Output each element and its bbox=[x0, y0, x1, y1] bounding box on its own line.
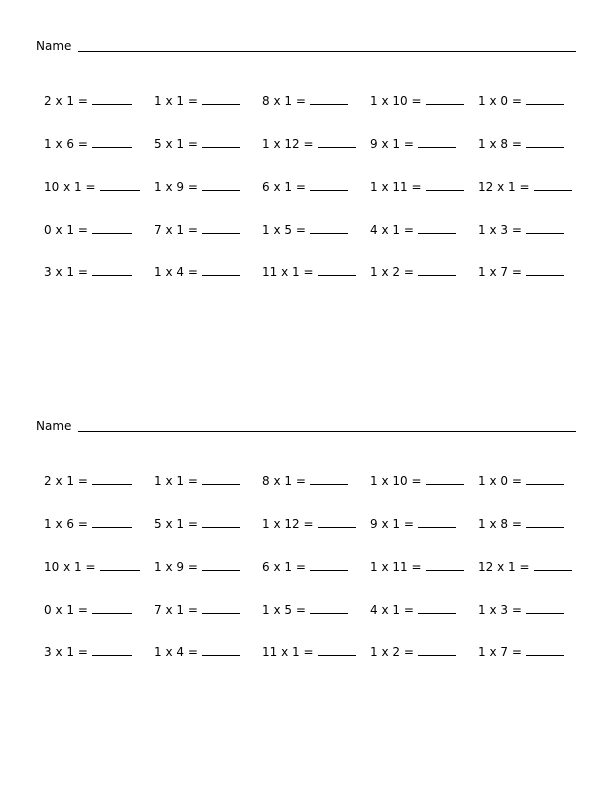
math-problem bbox=[262, 136, 356, 152]
answer-blank[interactable] bbox=[202, 180, 240, 191]
answer-blank[interactable] bbox=[526, 474, 564, 485]
problem-expression: 1 x 9 = bbox=[154, 180, 198, 194]
problem-expression: 1 x 6 = bbox=[44, 137, 88, 151]
problem-expression: 1 x 12 = bbox=[262, 517, 314, 531]
math-problem bbox=[154, 222, 240, 238]
name-input-line[interactable] bbox=[78, 51, 576, 52]
problem-expression: 6 x 1 = bbox=[262, 180, 306, 194]
answer-blank[interactable] bbox=[92, 265, 132, 276]
math-problem bbox=[44, 179, 140, 195]
math-problem bbox=[478, 222, 564, 238]
answer-blank[interactable] bbox=[526, 517, 564, 528]
problem-expression: 9 x 1 = bbox=[370, 137, 414, 151]
answer-blank[interactable] bbox=[202, 517, 240, 528]
math-problem bbox=[44, 264, 132, 280]
answer-blank[interactable] bbox=[426, 94, 464, 105]
answer-blank[interactable] bbox=[92, 474, 132, 485]
answer-blank[interactable] bbox=[426, 180, 464, 191]
problem-expression: 1 x 3 = bbox=[478, 223, 522, 237]
problem-expression: 1 x 0 = bbox=[478, 474, 522, 488]
math-problem bbox=[370, 516, 456, 532]
problem-expression: 11 x 1 = bbox=[262, 265, 314, 279]
math-problem bbox=[154, 516, 240, 532]
answer-blank[interactable] bbox=[92, 645, 132, 656]
problem-expression: 1 x 9 = bbox=[154, 560, 198, 574]
name-input-line[interactable] bbox=[78, 431, 576, 432]
math-problem bbox=[154, 264, 240, 280]
math-problem bbox=[478, 264, 564, 280]
answer-blank[interactable] bbox=[426, 474, 464, 485]
problem-expression: 8 x 1 = bbox=[262, 474, 306, 488]
name-label: Name bbox=[36, 39, 72, 53]
problem-expression: 10 x 1 = bbox=[44, 560, 96, 574]
problem-expression: 1 x 11 = bbox=[370, 180, 422, 194]
math-problem bbox=[370, 473, 464, 489]
answer-blank[interactable] bbox=[202, 645, 240, 656]
math-problem bbox=[44, 473, 132, 489]
problem-expression: 5 x 1 = bbox=[154, 137, 198, 151]
problem-expression: 7 x 1 = bbox=[154, 223, 198, 237]
math-problem bbox=[154, 644, 240, 660]
problem-expression: 1 x 2 = bbox=[370, 645, 414, 659]
math-problem bbox=[370, 644, 456, 660]
answer-blank[interactable] bbox=[310, 560, 348, 571]
math-problem bbox=[44, 516, 132, 532]
problem-expression: 2 x 1 = bbox=[44, 94, 88, 108]
answer-blank[interactable] bbox=[202, 223, 240, 234]
problem-expression: 7 x 1 = bbox=[154, 603, 198, 617]
answer-blank[interactable] bbox=[202, 603, 240, 614]
problem-expression: 1 x 1 = bbox=[154, 474, 198, 488]
math-problem bbox=[44, 602, 132, 618]
name-label: Name bbox=[36, 419, 72, 433]
answer-blank[interactable] bbox=[526, 603, 564, 614]
problem-expression: 1 x 6 = bbox=[44, 517, 88, 531]
answer-blank[interactable] bbox=[526, 223, 564, 234]
problem-expression: 1 x 10 = bbox=[370, 474, 422, 488]
math-problem bbox=[262, 93, 348, 109]
math-problem bbox=[262, 602, 348, 618]
math-problem bbox=[154, 473, 240, 489]
math-problem bbox=[262, 179, 348, 195]
problem-expression: 1 x 2 = bbox=[370, 265, 414, 279]
problem-expression: 6 x 1 = bbox=[262, 560, 306, 574]
math-problem bbox=[370, 602, 456, 618]
math-problem bbox=[154, 559, 240, 575]
math-problem bbox=[262, 559, 348, 575]
problem-expression: 11 x 1 = bbox=[262, 645, 314, 659]
problem-expression: 0 x 1 = bbox=[44, 223, 88, 237]
math-problem bbox=[478, 136, 564, 152]
math-problem bbox=[44, 136, 132, 152]
answer-blank[interactable] bbox=[534, 180, 572, 191]
answer-blank[interactable] bbox=[202, 560, 240, 571]
problem-expression: 12 x 1 = bbox=[478, 180, 530, 194]
answer-blank[interactable] bbox=[310, 474, 348, 485]
answer-blank[interactable] bbox=[418, 265, 456, 276]
problem-expression: 3 x 1 = bbox=[44, 645, 88, 659]
answer-blank[interactable] bbox=[310, 94, 348, 105]
math-problem bbox=[370, 179, 464, 195]
problem-expression: 0 x 1 = bbox=[44, 603, 88, 617]
math-problem bbox=[262, 222, 348, 238]
problem-expression: 1 x 10 = bbox=[370, 94, 422, 108]
answer-blank[interactable] bbox=[526, 94, 564, 105]
math-problem bbox=[370, 264, 456, 280]
math-problem bbox=[262, 473, 348, 489]
answer-blank[interactable] bbox=[92, 517, 132, 528]
math-problem bbox=[370, 136, 456, 152]
problem-expression: 9 x 1 = bbox=[370, 517, 414, 531]
problem-expression: 3 x 1 = bbox=[44, 265, 88, 279]
math-problem bbox=[154, 136, 240, 152]
name-row bbox=[36, 418, 576, 436]
math-problem bbox=[478, 559, 572, 575]
answer-blank[interactable] bbox=[100, 180, 140, 191]
answer-blank[interactable] bbox=[310, 180, 348, 191]
answer-blank[interactable] bbox=[418, 645, 456, 656]
math-problem bbox=[478, 179, 572, 195]
problem-expression: 1 x 5 = bbox=[262, 603, 306, 617]
answer-blank[interactable] bbox=[92, 137, 132, 148]
problem-expression: 1 x 7 = bbox=[478, 265, 522, 279]
problem-expression: 1 x 4 = bbox=[154, 265, 198, 279]
math-problem bbox=[370, 222, 456, 238]
answer-blank[interactable] bbox=[318, 517, 356, 528]
problem-expression: 1 x 5 = bbox=[262, 223, 306, 237]
worksheet-top bbox=[0, 0, 612, 300]
problem-expression: 1 x 8 = bbox=[478, 137, 522, 151]
answer-blank[interactable] bbox=[418, 603, 456, 614]
problem-expression: 1 x 8 = bbox=[478, 517, 522, 531]
answer-blank[interactable] bbox=[418, 517, 456, 528]
math-problem bbox=[478, 473, 564, 489]
math-problem bbox=[154, 602, 240, 618]
answer-blank[interactable] bbox=[202, 474, 240, 485]
answer-blank[interactable] bbox=[318, 645, 356, 656]
math-problem bbox=[154, 93, 240, 109]
problem-expression: 5 x 1 = bbox=[154, 517, 198, 531]
math-problem bbox=[478, 644, 564, 660]
problem-expression: 12 x 1 = bbox=[478, 560, 530, 574]
answer-blank[interactable] bbox=[534, 560, 572, 571]
math-problem bbox=[44, 222, 132, 238]
problem-expression: 1 x 12 = bbox=[262, 137, 314, 151]
math-problem bbox=[262, 644, 356, 660]
answer-blank[interactable] bbox=[418, 137, 456, 148]
answer-blank[interactable] bbox=[92, 603, 132, 614]
problem-expression: 1 x 4 = bbox=[154, 645, 198, 659]
problem-expression: 8 x 1 = bbox=[262, 94, 306, 108]
answer-blank[interactable] bbox=[202, 265, 240, 276]
answer-blank[interactable] bbox=[100, 560, 140, 571]
problem-expression: 1 x 3 = bbox=[478, 603, 522, 617]
name-row bbox=[36, 38, 576, 56]
answer-blank[interactable] bbox=[526, 137, 564, 148]
problem-expression: 1 x 1 = bbox=[154, 94, 198, 108]
problem-expression: 10 x 1 = bbox=[44, 180, 96, 194]
math-problem bbox=[44, 644, 132, 660]
answer-blank[interactable] bbox=[318, 265, 356, 276]
math-problem bbox=[154, 179, 240, 195]
math-problem bbox=[44, 559, 140, 575]
problem-expression: 4 x 1 = bbox=[370, 603, 414, 617]
math-problem bbox=[478, 516, 564, 532]
answer-blank[interactable] bbox=[202, 94, 240, 105]
answer-blank[interactable] bbox=[310, 603, 348, 614]
answer-blank[interactable] bbox=[310, 223, 348, 234]
problem-expression: 1 x 11 = bbox=[370, 560, 422, 574]
answer-blank[interactable] bbox=[526, 265, 564, 276]
math-problem bbox=[370, 93, 464, 109]
answer-blank[interactable] bbox=[426, 560, 464, 571]
math-problem bbox=[44, 93, 132, 109]
math-problem bbox=[478, 93, 564, 109]
problem-expression: 2 x 1 = bbox=[44, 474, 88, 488]
answer-blank[interactable] bbox=[318, 137, 356, 148]
answer-blank[interactable] bbox=[418, 223, 456, 234]
math-problem bbox=[478, 602, 564, 618]
worksheet-bottom bbox=[0, 380, 612, 680]
math-problem bbox=[262, 516, 356, 532]
problem-expression: 1 x 7 = bbox=[478, 645, 522, 659]
answer-blank[interactable] bbox=[202, 137, 240, 148]
answer-blank[interactable] bbox=[526, 645, 564, 656]
answer-blank[interactable] bbox=[92, 94, 132, 105]
math-problem bbox=[262, 264, 356, 280]
problem-expression: 1 x 0 = bbox=[478, 94, 522, 108]
problem-expression: 4 x 1 = bbox=[370, 223, 414, 237]
math-problem bbox=[370, 559, 464, 575]
answer-blank[interactable] bbox=[92, 223, 132, 234]
